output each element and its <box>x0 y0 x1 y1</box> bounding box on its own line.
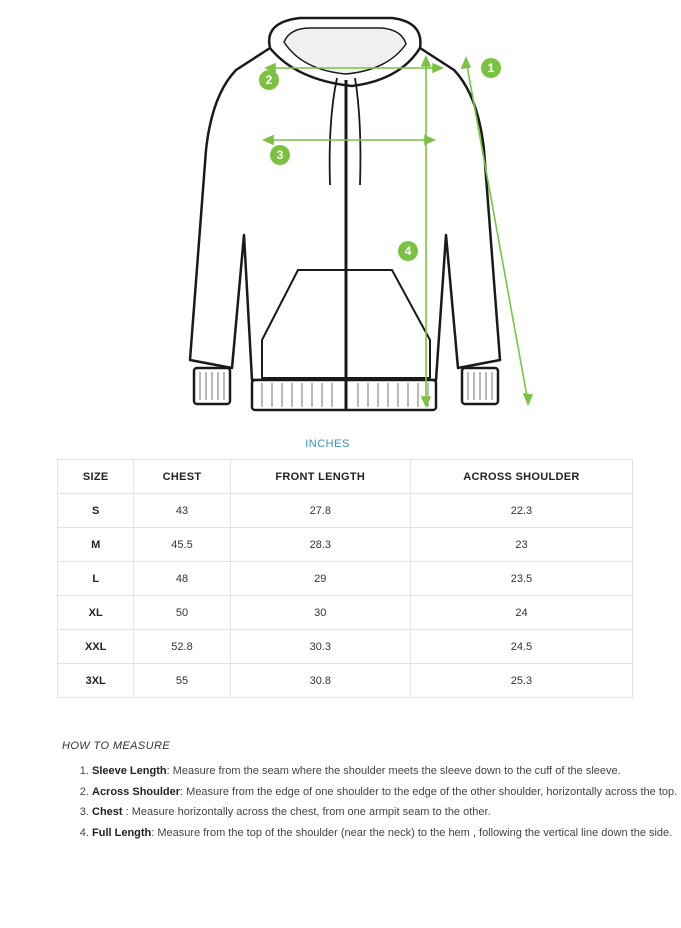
across-shoulder-cell: 23 <box>410 528 632 562</box>
unit-label: INCHES <box>305 438 350 450</box>
across-shoulder-description: Measure from the edge of one shoulder to the edge of the other shoulder, horizontally across the top. <box>186 785 678 798</box>
list-item <box>92 783 681 803</box>
table-row <box>58 528 633 562</box>
table-row <box>58 494 633 528</box>
front-length-cell: 30.3 <box>230 630 410 664</box>
table-row <box>58 630 633 664</box>
chest-term: Chest <box>92 806 123 818</box>
item-separator: : <box>180 785 187 798</box>
chest-cell: 43 <box>134 494 230 528</box>
marker-2 <box>259 70 279 90</box>
size-cell: M <box>58 528 134 562</box>
header-size: SIZE <box>58 460 134 494</box>
size-cell: 3XL <box>58 664 134 698</box>
item-separator: : <box>122 806 132 818</box>
item-separator: : <box>151 826 158 839</box>
marker-1-label: 1 <box>487 61 495 75</box>
hoodie-illustration <box>0 0 681 420</box>
size-cell: S <box>58 494 134 528</box>
size-cell: XL <box>58 596 134 630</box>
marker-2-label: 2 <box>265 73 273 87</box>
marker-4-label: 4 <box>404 244 412 258</box>
chest-cell: 45.5 <box>134 528 230 562</box>
front-length-cell: 27.8 <box>230 494 410 528</box>
list-item <box>92 803 681 823</box>
chest-description: Measure horizontally across the chest, from one armpit seam to the other. <box>131 806 491 818</box>
front-length-cell: 29 <box>230 562 410 596</box>
across-shoulder-term: Across Shoulder <box>92 785 181 798</box>
header-front-length: FRONT LENGTH <box>230 460 410 494</box>
across-shoulder-cell: 25.3 <box>410 664 632 698</box>
size-cell: XXL <box>58 630 134 664</box>
how-to-measure-list <box>62 762 681 844</box>
across-shoulder-cell: 24.5 <box>410 630 632 664</box>
marker-1 <box>481 58 501 78</box>
list-item <box>92 762 681 782</box>
marker-3-label: 3 <box>276 148 284 162</box>
across-shoulder-cell: 24 <box>410 596 632 630</box>
header-chest: CHEST <box>134 460 230 494</box>
front-length-cell: 30.8 <box>230 664 410 698</box>
size-cell: L <box>58 562 134 596</box>
full-length-description: Measure from the top of the shoulder (near the neck) to the hem , following the vertical line down the side. <box>157 826 673 839</box>
chest-cell: 50 <box>134 596 230 630</box>
how-to-measure-title: HOW TO MEASURE <box>62 740 171 752</box>
across-shoulder-cell: 23.5 <box>410 562 632 596</box>
sleeve-length-term: Sleeve Length <box>92 765 167 777</box>
table-row <box>58 664 633 698</box>
full-length-term: Full Length <box>92 826 152 839</box>
table-row <box>58 596 633 630</box>
chest-cell: 55 <box>134 664 230 698</box>
size-chart-table <box>57 459 633 698</box>
list-item <box>92 824 681 844</box>
table-row <box>58 562 633 596</box>
hoodie-diagram <box>0 0 681 420</box>
table-header-row <box>58 460 633 494</box>
header-across-shoulder: ACROSS SHOULDER <box>410 460 632 494</box>
across-shoulder-cell: 22.3 <box>410 494 632 528</box>
item-separator: : <box>166 765 173 777</box>
chest-cell: 52.8 <box>134 630 230 664</box>
sleeve-length-description: Measure from the seam where the shoulder meets the sleeve down to the cuff of the sleeve. <box>172 765 621 777</box>
front-length-cell: 28.3 <box>230 528 410 562</box>
marker-4 <box>398 241 418 261</box>
front-length-cell: 30 <box>230 596 410 630</box>
marker-3 <box>270 145 290 165</box>
chest-cell: 48 <box>134 562 230 596</box>
